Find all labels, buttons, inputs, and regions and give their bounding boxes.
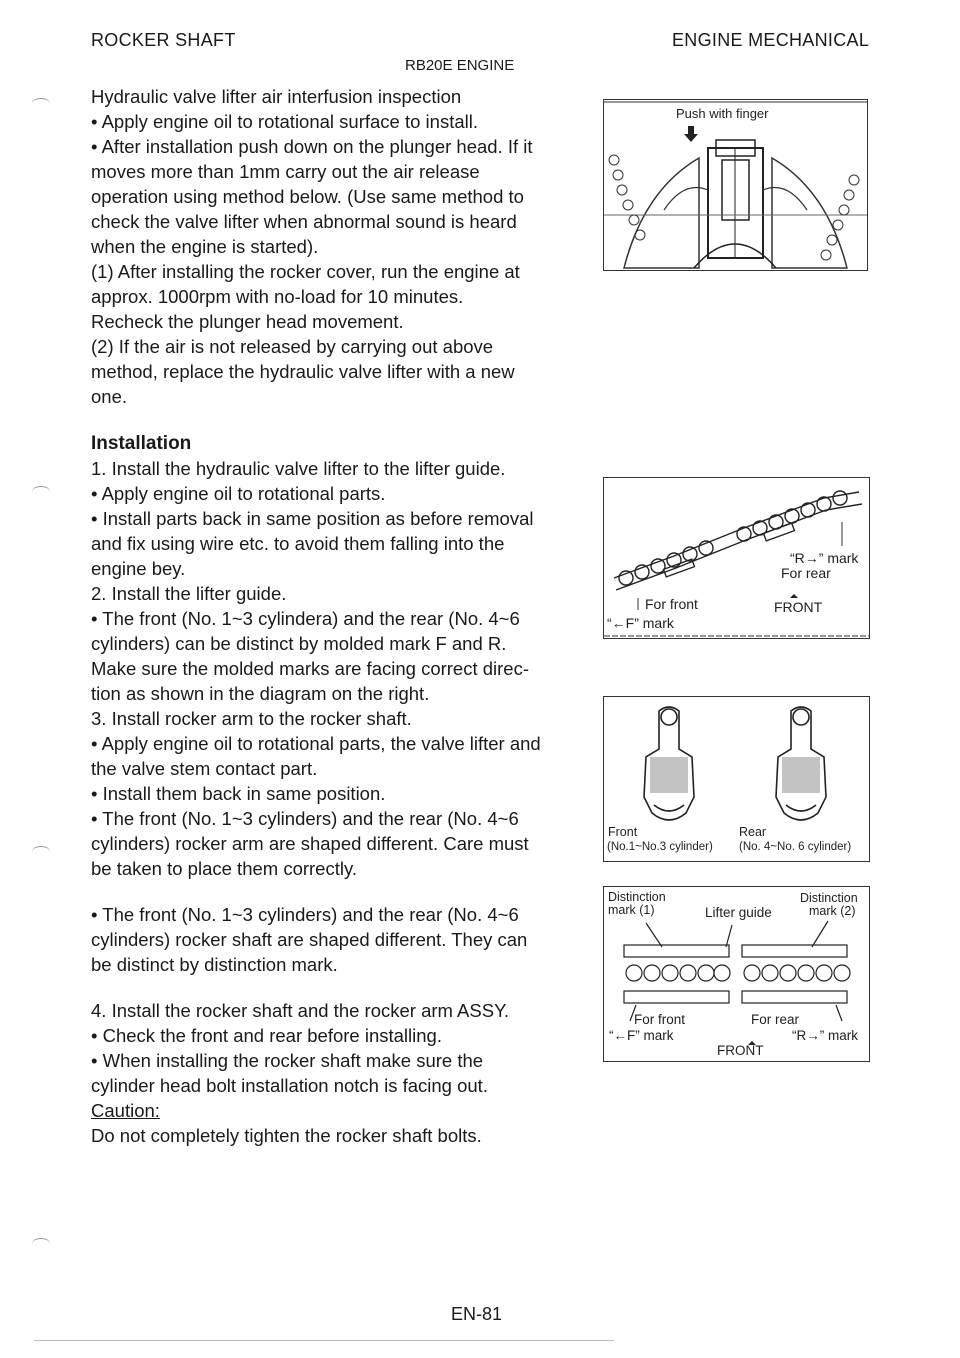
text-line: cylinders) rocker arm are shaped different. Care must [91, 833, 529, 854]
for-rear-label: For rear [751, 1012, 800, 1027]
text-line: cylinder head bolt installation notch is facing out. [91, 1075, 488, 1096]
text-line: be taken to place them correctly. [91, 858, 357, 879]
front-arm-cylinders: (No.1~No.3 cylinder) [607, 841, 713, 853]
text-line: cylinders) rocker shaft are shaped different. They can [91, 929, 528, 950]
distinction-mark-2-number: mark (2) [809, 904, 856, 918]
text-line: (1) After installing the rocker cover, run the engine at [91, 261, 520, 282]
text-line: cylinders) can be distinct by molded mark F and R. [91, 633, 507, 654]
text-line: • The front (No. 1~3 cylindera) and the rear (No. 4~6 [91, 608, 520, 629]
push-with-finger-label: Push with finger [676, 106, 769, 121]
text-line: operation using method below. (Use same method to [91, 186, 524, 207]
page-number: EN-81 [451, 1304, 503, 1324]
rear-arm-cylinders: (No. 4~No. 6 cylinder) [739, 841, 852, 853]
footer-rule [34, 1340, 614, 1341]
rear-arm-label: Rear [739, 825, 767, 839]
f-mark-label: “←F” mark [607, 615, 674, 631]
text-line: • When installing the rocker shaft make sure the [91, 1050, 484, 1071]
text-line: 2. Install the lifter guide. [91, 583, 287, 604]
text-line: • Check the front and rear before installing. [91, 1025, 442, 1046]
f-mark-label: “←F” mark [609, 1028, 674, 1043]
figure-rocker-arms [603, 696, 870, 862]
text-line: and fix using wire etc. to avoid them falling into the [91, 533, 505, 554]
text-line: • Apply engine oil to rotational surface to install. [91, 111, 478, 132]
text-line: check the valve lifter when abnormal sound is heard [91, 211, 517, 232]
distinction-mark-2-label: Distinction [800, 891, 858, 905]
text-line: one. [91, 386, 128, 407]
front-direction-label: FRONT [717, 1043, 764, 1058]
text-line: when the engine is started). [91, 236, 319, 257]
distinction-mark-1-label: Distinction [608, 890, 666, 904]
text-line: Make sure the molded marks are facing correct direc- [91, 658, 530, 679]
rocker-arms-drawing [604, 697, 869, 861]
text-line: method, replace the hydraulic valve lifter with a new [91, 361, 515, 382]
margin-mark [32, 846, 50, 857]
text-line: the valve stem contact part. [91, 758, 318, 779]
text-line: • Install parts back in same position as before removal [91, 508, 534, 529]
text-line: • Install them back in same position. [91, 783, 386, 804]
header-engine-label: RB20E ENGINE [405, 57, 515, 74]
text-line: engine bey. [91, 558, 186, 579]
text-line: • The front (No. 1~3 cylinders) and the rear (No. 4~6 [91, 808, 519, 829]
figure-lifter-push [603, 99, 868, 271]
text-line: be distinct by distinction mark. [91, 954, 338, 975]
text-line: • Apply engine oil to rotational parts. [91, 483, 386, 504]
front-direction-label: FRONT [774, 599, 823, 615]
for-front-label: For front [634, 1012, 686, 1027]
text-line: (2) If the air is not released by carrying out above [91, 336, 494, 357]
text-line: 4. Install the rocker shaft and the rocker arm ASSY. [91, 1000, 510, 1021]
lifter-guide-label: Lifter guide [705, 905, 772, 920]
for-rear-label: For rear [781, 565, 831, 581]
margin-mark [32, 98, 50, 109]
text-line: 1. Install the hydraulic valve lifter to the lifter guide. [91, 458, 506, 479]
r-mark-label: “R→” mark [790, 550, 859, 566]
text-line: tion as shown in the diagram on the right. [91, 683, 430, 704]
text-line: Recheck the plunger head movement. [91, 311, 404, 332]
text-line: • The front (No. 1~3 cylinders) and the rear (No. 4~6 [91, 904, 519, 925]
header-chapter-title: ENGINE MECHANICAL [672, 30, 870, 50]
lifter-push-drawing [604, 100, 867, 270]
figure-lifter-guide [603, 477, 870, 639]
front-arm-label: Front [608, 825, 638, 839]
text-line: moves more than 1mm carry out the air release [91, 161, 480, 182]
caution-label: Caution: [91, 1100, 160, 1121]
text-line: • Apply engine oil to rotational parts, the valve lifter and [91, 733, 541, 754]
header-section-title: ROCKER SHAFT [91, 30, 236, 50]
margin-mark [32, 486, 50, 497]
installation-heading: Installation [91, 433, 192, 454]
inspection-title: Hydraulic valve lifter air interfusion inspection [91, 86, 462, 107]
margin-mark [32, 1238, 50, 1249]
text-line: • After installation push down on the plunger head. If it [91, 136, 533, 157]
for-front-label: For front [645, 596, 698, 612]
text-line: approx. 1000rpm with no-load for 10 minutes. [91, 286, 464, 307]
figure-rocker-shaft [603, 886, 870, 1062]
r-mark-label: “R→” mark [792, 1028, 858, 1043]
caution-text: Do not completely tighten the rocker shaft bolts. [91, 1125, 482, 1146]
text-line: 3. Install rocker arm to the rocker shaft. [91, 708, 412, 729]
distinction-mark-1-number: mark (1) [608, 903, 655, 917]
